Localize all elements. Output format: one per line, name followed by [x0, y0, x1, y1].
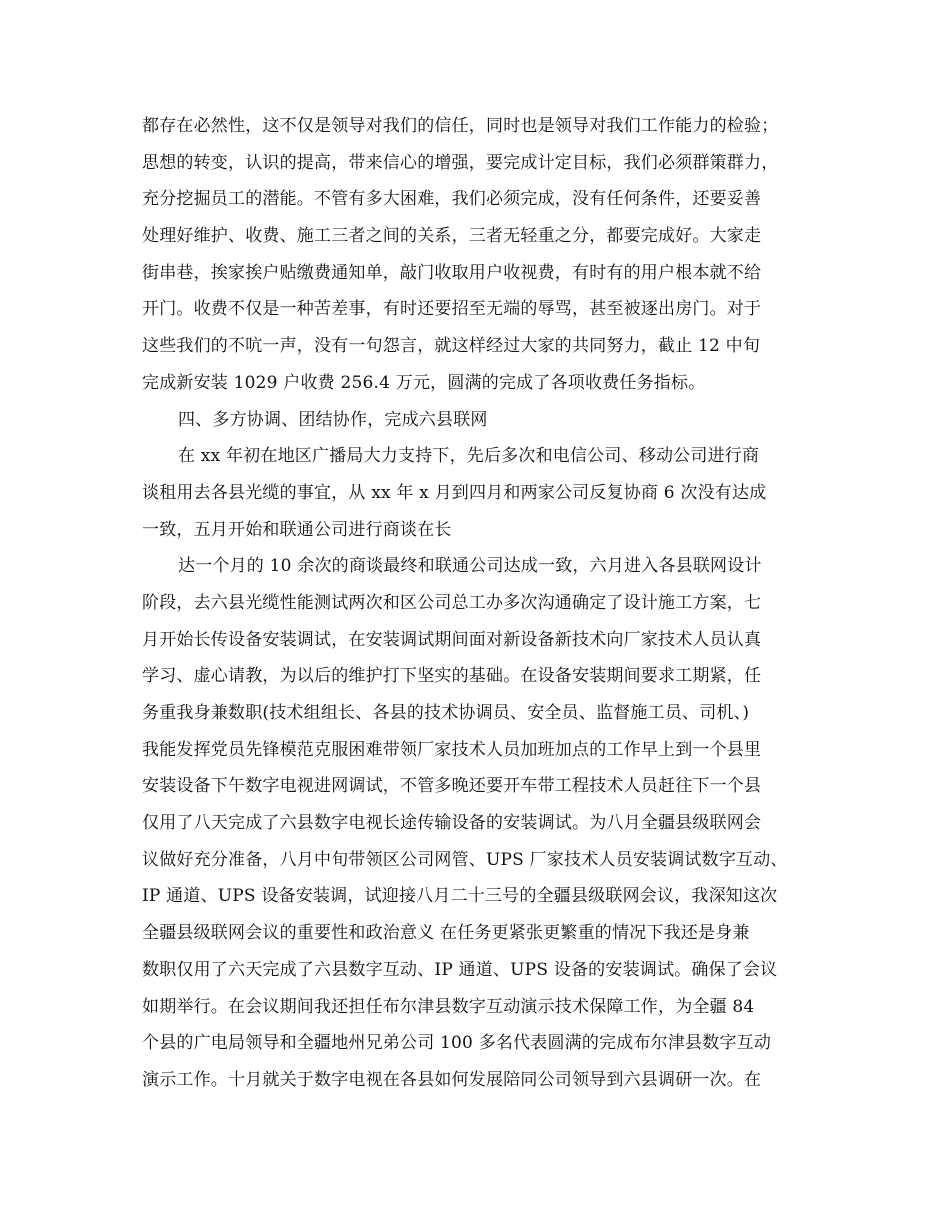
text-line: 这些我们的不吭一声，没有一句怨言，就这样经过大家的共同努力，截止 12 中旬 — [142, 336, 761, 357]
section-heading: 四、多方协调、团结协作，完成六县联网 — [178, 409, 488, 430]
text-line: 月开始长传设备安装调试，在安装调试期间面对新设备新技术向厂家技术人员认真 — [142, 629, 762, 650]
text-line: 完成新安装 1029 户收费 256.4 万元，圆满的完成了各项收费任务指标。 — [142, 372, 706, 393]
text-line: 如期举行。在会议期间我还担任布尔津县数字互动演示技术保障工作，为全疆 84 — [142, 996, 755, 1017]
text-line: 数职仅用了六天完成了六县数字互动、IP 通道、UPS 设备的安装调试。确保了会议 — [142, 959, 778, 980]
text-line: 充分挖掘员工的潜能。不管有多大困难，我们必须完成，没有任何条件，还要妥善 — [142, 189, 762, 210]
text-line: 我能发挥党员先锋模范克服困难带领厂家技术人员加班加点的工作早上到一个县里 — [142, 739, 762, 760]
text-line: 处理好维护、收费、施工三者之间的关系，三者无轻重之分，都要完成好。大家走 — [142, 226, 762, 247]
text-line: 学习、虚心请教，为以后的维护打下坚实的基础。在设备安装期间要求工期紧，任 — [142, 666, 762, 687]
text-line: IP 通道、UPS 设备安装调，试迎接八月二十三号的全疆县级联网会议，我深知这次 — [142, 886, 778, 907]
text-line: 开门。收费不仅是一种苦差事，有时还要招至无端的辱骂，甚至被逐出房门。对于 — [142, 299, 762, 320]
text-line: 个县的广电局领导和全疆地州兄弟公司 100 多名代表圆满的完成布尔津县数字互动 — [142, 1033, 772, 1054]
text-line: 仅用了八天完成了六县数字电视长途传输设备的安装调试。为八月全疆县级联网会 — [142, 813, 762, 834]
text-line: 达一个月的 10 余次的商谈最终和联通公司达成一致，六月进入各县联网设计 — [178, 556, 762, 577]
document-body — [142, 108, 832, 1099]
text-line: 都存在必然性，这不仅是领导对我们的信任，同时也是领导对我们工作能力的检验； — [142, 116, 779, 136]
text-line: 街串巷，挨家挨户贴缴费通知单，敲门收取用户收视费，有时有的用户根本就不给 — [142, 262, 762, 283]
text-line: 议做好充分准备，八月中旬带领区公司网管、UPS 厂家技术人员安装调试数字互动、 — [142, 849, 788, 870]
text-line: 在 xx 年初在地区广播局大力支持下，先后多次和电信公司、移动公司进行商 — [178, 446, 760, 467]
text-line: 全疆县级联网会议的重要性和政治意义 在任务更紧张更繁重的情况下我还是身兼 — [142, 923, 750, 944]
text-line: 演示工作。十月就关于数字电视在各县如何发展陪同公司领导到六县调研一次。在 — [142, 1069, 762, 1090]
text-line: 阶段，去六县光缆性能测试两次和区公司总工办多次沟通确定了设计施工方案，七 — [142, 592, 762, 613]
text-line: 思想的转变，认识的提高，带来信心的增强，要完成计定目标，我们必须群策群力， — [142, 152, 779, 173]
text-line: 谈租用去各县光缆的事宜，从 xx 年 x 月到四月和两家公司反复协商 6 次没有达成 — [142, 482, 767, 503]
text-line: 务重我身兼数职(技术组组长、各县的技术协调员、安全员、监督施工员、司机、) — [142, 703, 750, 723]
text-line: 安装设备下午数字电视进网调试，不管多晚还要开车带工程技术人员赶往下一个县 — [142, 776, 762, 797]
text-line: 一致，五月开始和联通公司进行商谈在长 — [142, 519, 452, 540]
